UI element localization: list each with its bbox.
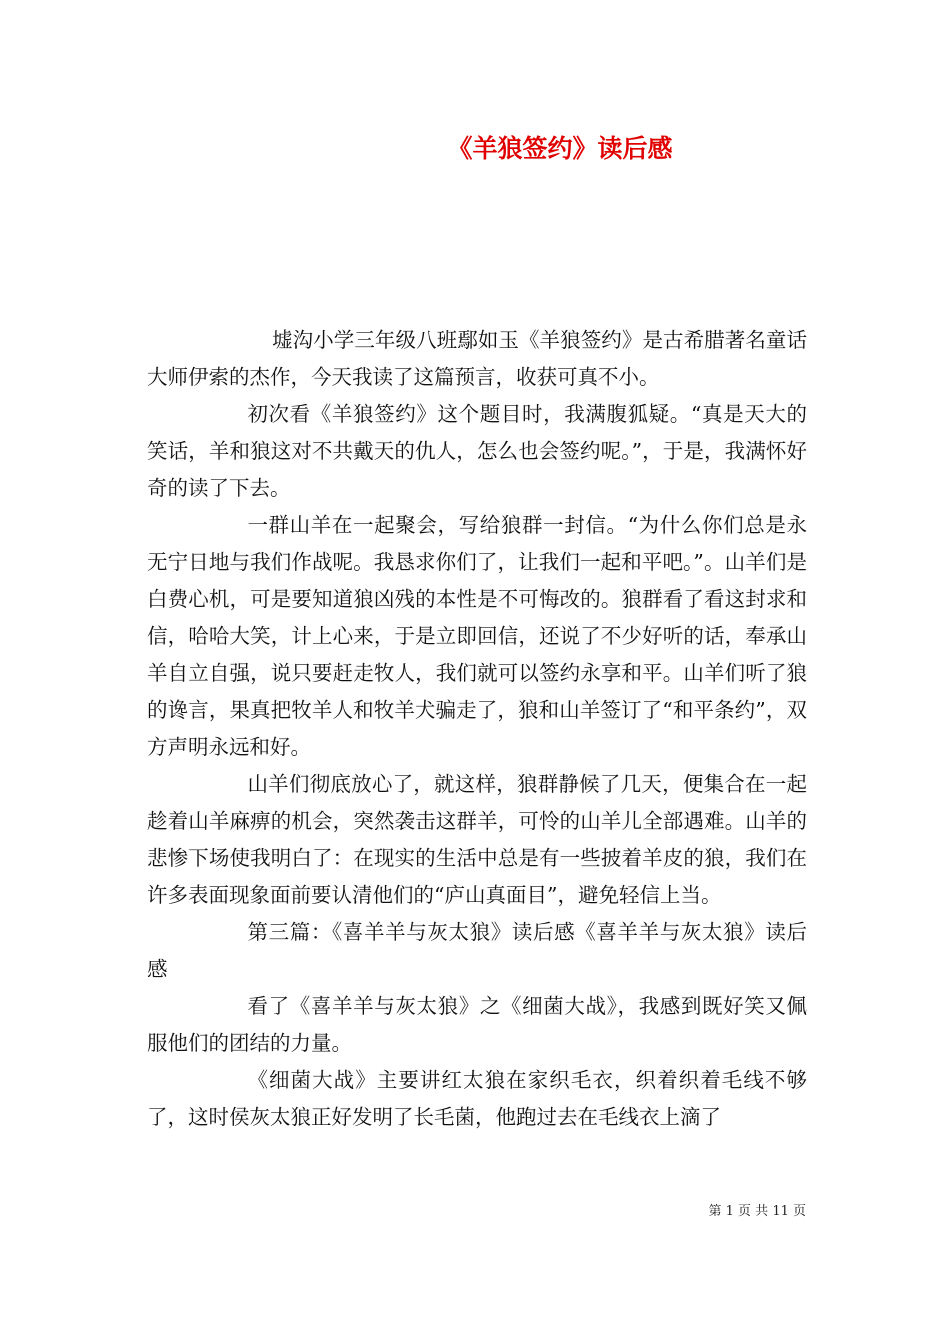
paragraph: 看了《喜羊羊与灰太狼》之《细菌大战》，我感到既好笑又佩服他们的团结的力量。 (147, 994, 807, 1055)
document-body (147, 322, 807, 1136)
paragraph: 初次看《羊狼签约》这个题目时，我满腹狐疑。“真是天大的笑话，羊和狼这对不共戴天的仇人，怎么也会签约呢。”，于是，我满怀好奇的读了下去。 (147, 402, 807, 500)
document-title: 《羊狼签约》读后感 (447, 134, 673, 163)
paragraph: 《细菌大战》主要讲红太狼在家织毛衣，织着织着毛线不够了，这时侯灰太狼正好发明了长毛菌，他跑过去在毛线衣上滴了 (147, 1068, 807, 1129)
paragraph: 一群山羊在一起聚会，写给狼群一封信。“为什么你们总是永无宁日地与我们作战呢。我恳求你们了，让我们一起和平吧。”。山羊们是白费心机，可是要知道狼凶残的本性是不可悔改的。狼群看了看这封求和信，哈哈大笑，计上心来，于是立即回信，还说了不少好听的话，奉承山羊自立自强，说只要赶走牧人，我们就可以签约永享和平。山羊们听了狼的谗言，果真把牧羊人和牧羊犬骗走了，狼和山羊签订了“和平条约”，双方声明永远和好。 (147, 513, 807, 759)
paragraph: 山羊们彻底放心了，就这样，狼群静候了几天，便集合在一起趁着山羊麻痹的机会，突然袭击这群羊，可怜的山羊儿全部遇难。山羊的悲惨下场使我明白了：在现实的生活中总是有一些披着羊皮的狼，我们在许多表面现象面前要认清他们的“庐山真面目”，避免轻信上当。 (147, 772, 807, 907)
page-number-footer: 第 1 页 共 11 页 (708, 1204, 806, 1219)
paragraph: 第三篇：《喜羊羊与灰太狼》读后感《喜羊羊与灰太狼》读后感 (147, 920, 807, 981)
paragraph: 墟沟小学三年级八班鄢如玉《羊狼签约》是古希腊著名童话大师伊索的杰作，今天我读了这篇预言，收获可真不小。 (147, 328, 807, 389)
